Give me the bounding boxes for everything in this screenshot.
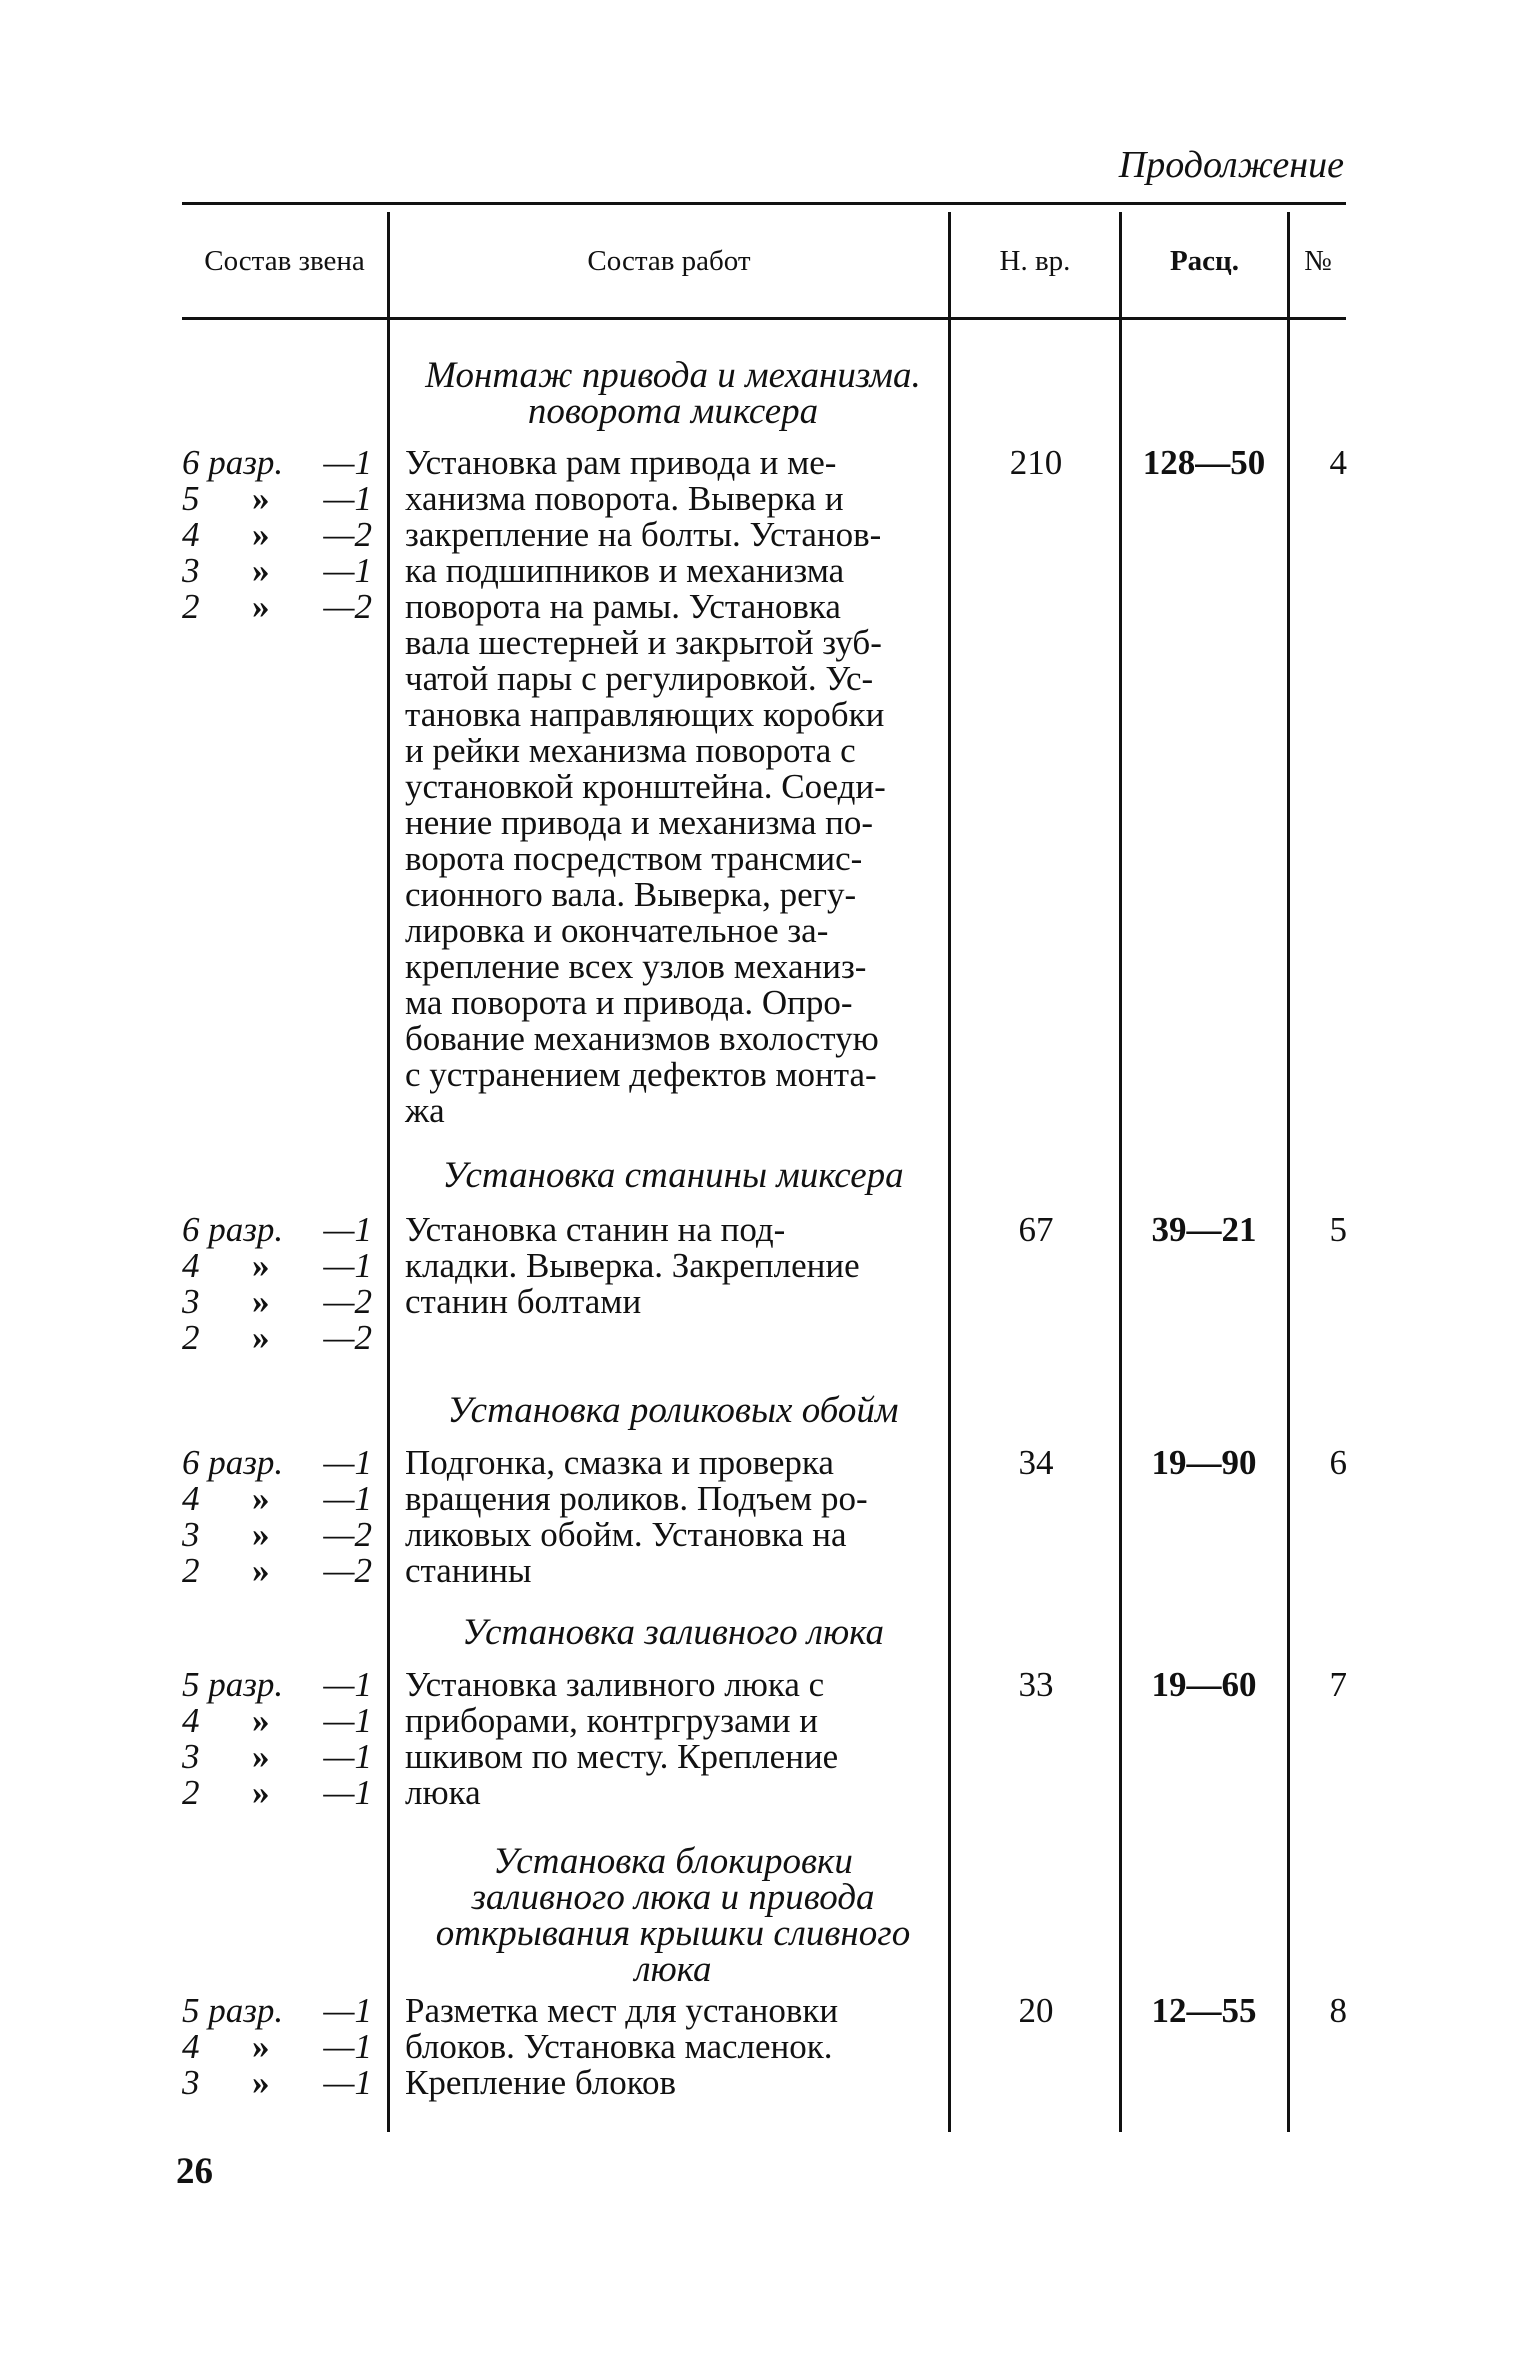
work-line: вращения роликов. Подъем ро- bbox=[405, 1479, 868, 1518]
crew-grade: 6 разр. bbox=[182, 1210, 284, 1249]
crew-list bbox=[182, 1212, 372, 1356]
crew-grade-number: 4 bbox=[182, 2027, 200, 2066]
work-description bbox=[405, 1212, 935, 1320]
crew-grade-number: 3 bbox=[182, 2063, 200, 2102]
column-divider-work bbox=[948, 212, 951, 2132]
crew-row bbox=[182, 445, 372, 481]
ditto-mark: » bbox=[252, 1773, 270, 1812]
section-title bbox=[404, 1841, 942, 1990]
crew-count: —2 bbox=[323, 587, 372, 626]
work-line: ликовых обойм. Установка на bbox=[405, 1515, 847, 1554]
ditto-mark: » bbox=[252, 1282, 270, 1321]
work-line: кладки. Выверка. Закрепление bbox=[405, 1246, 860, 1285]
section-title-line: Установка станины миксера bbox=[442, 1155, 904, 1196]
row-number: 8 bbox=[1329, 1991, 1347, 2030]
work-line: Установка станин на под- bbox=[405, 1210, 786, 1249]
crew-grade-number: 3 bbox=[182, 551, 200, 590]
norm-time-value: 33 bbox=[1018, 1665, 1054, 1704]
crew-count: —1 bbox=[323, 443, 372, 482]
crew-grade-number: 4 bbox=[182, 515, 200, 554]
work-line: Установка рам привода и ме- bbox=[405, 443, 837, 482]
crew-row bbox=[182, 1553, 372, 1589]
ditto-mark: » bbox=[252, 1318, 270, 1357]
work-line: лировка и окончательное за- bbox=[405, 911, 829, 950]
crew-row bbox=[182, 1775, 372, 1811]
crew-grade-number: 2 bbox=[182, 1773, 200, 1812]
section-title-line: Установка роликовых обойм bbox=[447, 1390, 899, 1431]
row-number: 4 bbox=[1329, 443, 1347, 482]
ditto-mark: » bbox=[252, 1701, 270, 1740]
crew-grade-number: 4 bbox=[182, 1246, 200, 1285]
ditto-mark: » bbox=[252, 1551, 270, 1590]
work-line: ворота посредством трансмис- bbox=[405, 839, 863, 878]
crew-row bbox=[182, 2029, 372, 2065]
work-line: тановка направляющих коробки bbox=[405, 695, 885, 734]
crew-row bbox=[182, 1320, 372, 1356]
crew-row bbox=[182, 1703, 372, 1739]
work-line: установкой кронштейна. Соеди- bbox=[405, 767, 886, 806]
crew-row bbox=[182, 1517, 372, 1553]
section-title bbox=[404, 355, 942, 432]
crew-count: —2 bbox=[323, 1551, 372, 1590]
column-divider-crew bbox=[387, 212, 390, 2132]
crew-grade: 5 разр. bbox=[182, 1665, 284, 1704]
section-title-line: Монтаж привода и механизма. bbox=[425, 355, 921, 396]
crew-grade-number: 5 bbox=[182, 479, 200, 518]
ditto-mark: » bbox=[252, 2063, 270, 2102]
crew-row bbox=[182, 553, 372, 589]
crew-count: —1 bbox=[323, 1773, 372, 1812]
section-title-line: заливного люка и привода bbox=[471, 1877, 875, 1918]
row-number: 5 bbox=[1329, 1210, 1347, 1249]
crew-list bbox=[182, 445, 372, 625]
crew-grade: 6 разр. bbox=[182, 1443, 284, 1482]
work-line: жа bbox=[405, 1091, 445, 1130]
work-line: вала шестерней и закрытой зуб- bbox=[405, 623, 882, 662]
work-line: Установка заливного люка с bbox=[405, 1665, 825, 1704]
crew-count: —1 bbox=[323, 479, 372, 518]
work-line: ма поворота и привода. Опро- bbox=[405, 983, 853, 1022]
work-line: Подгонка, смазка и проверка bbox=[405, 1443, 834, 1482]
crew-grade-number: 2 bbox=[182, 587, 200, 626]
norm-time-value: 210 bbox=[1009, 443, 1063, 482]
work-line: ханизма поворота. Выверка и bbox=[405, 479, 844, 518]
work-line: с устранением дефектов монта- bbox=[405, 1055, 877, 1094]
crew-row bbox=[182, 1248, 372, 1284]
crew-grade: 5 разр. bbox=[182, 1991, 284, 2030]
ditto-mark: » bbox=[252, 1737, 270, 1776]
section-title bbox=[404, 1155, 942, 1196]
crew-count: —1 bbox=[323, 1701, 372, 1740]
crew-count: —2 bbox=[323, 1515, 372, 1554]
work-line: поворота на рамы. Установка bbox=[405, 587, 841, 626]
crew-row bbox=[182, 589, 372, 625]
rate-value: 39—21 bbox=[1151, 1210, 1257, 1249]
work-description bbox=[405, 445, 935, 1129]
work-line: закрепление на болты. Установ- bbox=[405, 515, 882, 554]
crew-grade-number: 4 bbox=[182, 1479, 200, 1518]
work-description bbox=[405, 1993, 935, 2101]
ditto-mark: » bbox=[252, 551, 270, 590]
row-number: 6 bbox=[1329, 1443, 1347, 1482]
crew-count: —1 bbox=[323, 1479, 372, 1518]
work-line: ка подшипников и механизма bbox=[405, 551, 845, 590]
crew-grade-number: 2 bbox=[182, 1318, 200, 1357]
work-line: люка bbox=[405, 1773, 481, 1812]
crew-grade-number: 3 bbox=[182, 1282, 200, 1321]
crew-row bbox=[182, 1993, 372, 2029]
table-top-rule bbox=[182, 202, 1346, 205]
crew-count: —1 bbox=[323, 1991, 372, 2030]
rate-value: 128—50 bbox=[1142, 443, 1266, 482]
work-line: станин болтами bbox=[405, 1282, 642, 1321]
work-line: нение привода и механизма по- bbox=[405, 803, 873, 842]
crew-row bbox=[182, 1481, 372, 1517]
crew-count: —1 bbox=[323, 1737, 372, 1776]
ditto-mark: » bbox=[252, 1515, 270, 1554]
crew-row bbox=[182, 2065, 372, 2101]
ditto-mark: » bbox=[252, 587, 270, 626]
section-title-line: люка bbox=[634, 1949, 712, 1990]
section-title-line: открывания крышки сливного bbox=[435, 1913, 911, 1954]
ditto-mark: » bbox=[252, 1246, 270, 1285]
work-line: крепление всех узлов механиз- bbox=[405, 947, 867, 986]
work-line: Крепление блоков bbox=[405, 2063, 677, 2102]
rate-value: 19—60 bbox=[1151, 1665, 1257, 1704]
work-line: приборами, контргрузами и bbox=[405, 1701, 818, 1740]
header-bottom-rule bbox=[182, 317, 1346, 320]
header-rate: Расц. bbox=[1169, 245, 1240, 277]
section-title-line: Установка блокировки bbox=[493, 1841, 853, 1882]
crew-grade-number: 3 bbox=[182, 1515, 200, 1554]
work-description bbox=[405, 1667, 935, 1811]
crew-count: —1 bbox=[323, 1665, 372, 1704]
crew-count: —2 bbox=[323, 515, 372, 554]
crew-count: —1 bbox=[323, 2063, 372, 2102]
crew-count: —1 bbox=[323, 551, 372, 590]
continuation-label: Продолжение bbox=[1118, 144, 1344, 186]
crew-grade-number: 3 bbox=[182, 1737, 200, 1776]
crew-grade: 6 разр. bbox=[182, 443, 284, 482]
crew-count: —1 bbox=[323, 2027, 372, 2066]
crew-row bbox=[182, 1284, 372, 1320]
crew-row bbox=[182, 1445, 372, 1481]
work-line: чатой пары с регулировкой. Ус- bbox=[405, 659, 874, 698]
section-title-line: Установка заливного люка bbox=[461, 1612, 885, 1653]
header-work: Состав работ bbox=[587, 245, 751, 277]
section-title bbox=[404, 1390, 942, 1431]
crew-list bbox=[182, 1667, 372, 1811]
work-description bbox=[405, 1445, 935, 1589]
work-line: Разметка мест для установки bbox=[405, 1991, 839, 2030]
crew-row bbox=[182, 1212, 372, 1248]
crew-list bbox=[182, 1993, 372, 2101]
rate-value: 19—90 bbox=[1151, 1443, 1257, 1482]
work-line: бование механизмов вхолостую bbox=[405, 1019, 879, 1058]
crew-row bbox=[182, 1739, 372, 1775]
ditto-mark: » bbox=[252, 515, 270, 554]
crew-count: —2 bbox=[323, 1282, 372, 1321]
crew-list bbox=[182, 1445, 372, 1589]
section-title bbox=[404, 1612, 942, 1653]
ditto-mark: » bbox=[252, 2027, 270, 2066]
crew-grade-number: 4 bbox=[182, 1701, 200, 1740]
norm-time-value: 67 bbox=[1018, 1210, 1054, 1249]
header-crew: Состав звена bbox=[204, 245, 365, 277]
work-line: шкивом по месту. Крепление bbox=[405, 1737, 839, 1776]
crew-row bbox=[182, 517, 372, 553]
header-number: № bbox=[1304, 245, 1332, 277]
page-number: 26 bbox=[176, 2151, 213, 2192]
work-line: сионного вала. Выверка, регу- bbox=[405, 875, 857, 914]
ditto-mark: » bbox=[252, 1479, 270, 1518]
norm-time-value: 34 bbox=[1018, 1443, 1054, 1482]
crew-grade-number: 2 bbox=[182, 1551, 200, 1590]
crew-count: —1 bbox=[323, 1246, 372, 1285]
crew-row bbox=[182, 481, 372, 517]
column-divider-norm bbox=[1119, 212, 1122, 2132]
norm-time-value: 20 bbox=[1018, 1991, 1054, 2030]
rate-value: 12—55 bbox=[1151, 1991, 1257, 2030]
crew-count: —2 bbox=[323, 1318, 372, 1357]
column-divider-rate bbox=[1287, 212, 1290, 2132]
crew-row bbox=[182, 1667, 372, 1703]
work-line: и рейки механизма поворота с bbox=[405, 731, 856, 770]
section-title-line: поворота миксера bbox=[527, 391, 819, 432]
work-line: блоков. Установка масленок. bbox=[405, 2027, 833, 2066]
work-line: станины bbox=[405, 1551, 532, 1590]
ditto-mark: » bbox=[252, 479, 270, 518]
crew-count: —1 bbox=[323, 1210, 372, 1249]
row-number: 7 bbox=[1329, 1665, 1347, 1704]
header-norm-time: Н. вр. bbox=[999, 245, 1071, 277]
crew-count: —1 bbox=[323, 1443, 372, 1482]
